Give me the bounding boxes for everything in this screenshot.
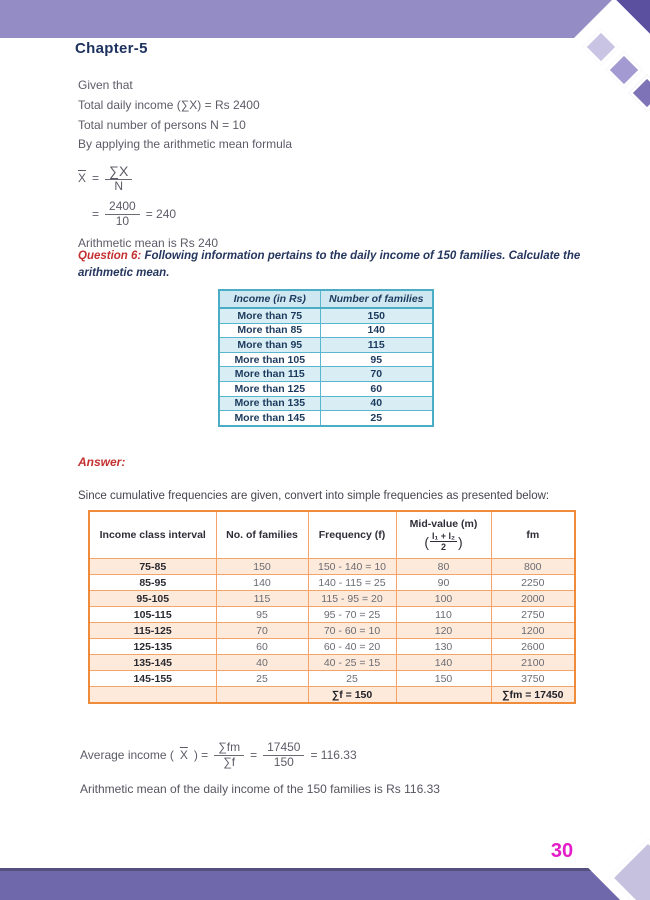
table-cell (89, 687, 216, 704)
table-header-row (89, 511, 575, 559)
table-cell: 60 (320, 381, 433, 396)
table-row (89, 591, 575, 607)
table-cell: 140 - 115 = 25 (308, 575, 396, 591)
table-row (89, 607, 575, 623)
table-row (219, 352, 433, 367)
chapter-title: Chapter-5 (75, 40, 148, 57)
table-row (219, 308, 433, 323)
conclusion-block (80, 736, 440, 800)
table-cell: More than 145 (219, 411, 320, 426)
table-row (89, 575, 575, 591)
fraction-2400-10: $\frac{2400}{10}$ (105, 200, 140, 229)
table-cell: 95-105 (89, 591, 216, 607)
table-cell: 3750 (491, 671, 575, 687)
top-decorative-band (0, 0, 612, 38)
given-line-1: Given that (78, 78, 133, 92)
table-cell: 25 (308, 671, 396, 687)
midvalue-title: Mid-value (m) (409, 517, 478, 530)
table-cell: 115 (216, 591, 308, 607)
table-cell: 150 - 140 = 10 (308, 559, 396, 575)
table-cell: 115 - 95 = 20 (308, 591, 396, 607)
table-cell (396, 687, 491, 704)
given-block (78, 76, 538, 255)
midvalue-formula (399, 531, 489, 553)
given-line-4: By applying the arithmetic mean formula (78, 137, 293, 151)
equals-sign: = (250, 748, 258, 762)
table-row (89, 623, 575, 639)
column-header-income: Income (in Rs) (219, 290, 320, 308)
xbar-symbol: $\overline{X}$ (179, 748, 188, 762)
table-cell: 115 (320, 338, 433, 353)
mean-statement: Arithmetic mean is Rs 240 (78, 236, 219, 250)
question-block (78, 248, 594, 281)
table-row (89, 671, 575, 687)
table-cell: 95 - 70 = 25 (308, 607, 396, 623)
table-row (219, 338, 433, 353)
given-line-3: Total number of persons N = 10 (78, 118, 246, 132)
mean-formula (78, 159, 538, 197)
income-table (218, 289, 434, 427)
final-statement: Arithmetic mean of the daily income of the 150 families is Rs 116.33 (80, 782, 440, 796)
table-cell: 40 (320, 396, 433, 411)
table-cell: More than 85 (219, 323, 320, 338)
table-cell: 140 (320, 323, 433, 338)
mean-calculation (92, 197, 538, 231)
table-cell: More than 125 (219, 381, 320, 396)
open-paren: ( (424, 533, 429, 550)
fraction-sigmafm-sigmaf: $\frac{\sum fm}{\sum f}$ (214, 741, 244, 770)
equals-sign: = (92, 171, 100, 185)
table-cell: 150 (396, 671, 491, 687)
xbar-symbol: $\overline{X}$ (78, 171, 87, 185)
table-cell: 40 - 25 = 15 (308, 655, 396, 671)
table-cell: 40 (216, 655, 308, 671)
table-cell: 25 (320, 411, 433, 426)
table-cell: 140 (216, 575, 308, 591)
table-cell: More than 115 (219, 367, 320, 382)
formula-close: ) = (193, 748, 209, 762)
table-cell: 2250 (491, 575, 575, 591)
table-cell: 60 (216, 639, 308, 655)
table-cell: 70 (216, 623, 308, 639)
table-row (219, 323, 433, 338)
table-cell: 70 (320, 367, 433, 382)
table-cell: 145-155 (89, 671, 216, 687)
column-header-fm: fm (491, 511, 575, 559)
equals-sign: = (92, 207, 100, 221)
given-line-2: Total daily income (∑X) = Rs 2400 (78, 98, 260, 112)
fraction-l1-l2: $\frac{\text{l₁ + l₂}}{2}$ (432, 530, 455, 552)
column-header-families: No. of families (216, 511, 308, 559)
fraction-sigmax-n: $\frac{\sum X}{N}$ (105, 163, 132, 194)
answer-label: Answer: (78, 455, 126, 469)
table-cell: 85-95 (89, 575, 216, 591)
column-header-interval: Income class interval (89, 511, 216, 559)
table-row (89, 655, 575, 671)
table-cell: More than 75 (219, 308, 320, 323)
table-cell: 100 (396, 591, 491, 607)
table-cell: 105-115 (89, 607, 216, 623)
table-cell: More than 95 (219, 338, 320, 353)
page-number: 30 (550, 840, 574, 862)
table-cell: 115-125 (89, 623, 216, 639)
table-cell: 80 (396, 559, 491, 575)
table-cell: 2750 (491, 607, 575, 623)
mean-result: = 240 (145, 207, 177, 221)
table-cell: 1200 (491, 623, 575, 639)
answer-intro: Since cumulative frequencies are given, convert into simple frequencies as presented below: (78, 490, 550, 502)
table-row (89, 639, 575, 655)
bottom-decorative-band (0, 868, 650, 900)
table-row (89, 559, 575, 575)
table-cell: 130 (396, 639, 491, 655)
table-cell: 140 (396, 655, 491, 671)
table-cell: 120 (396, 623, 491, 639)
table-cell: 125-135 (89, 639, 216, 655)
table-cell: 150 (216, 559, 308, 575)
average-income-formula (80, 736, 440, 774)
fraction-17450-150: $\frac{17450}{150}$ (263, 741, 304, 770)
table-header-row (219, 290, 433, 308)
table-cell: 2600 (491, 639, 575, 655)
column-header-frequency: Frequency (f) (308, 511, 396, 559)
table-cell: 95 (320, 352, 433, 367)
column-header-families: Number of families (320, 290, 433, 308)
question-label: Question 6: (78, 250, 142, 262)
table-cell: 2100 (491, 655, 575, 671)
table-cell: 800 (491, 559, 575, 575)
totals-row (89, 687, 575, 704)
table-cell: 95 (216, 607, 308, 623)
table-row (219, 411, 433, 426)
bottom-corner-diamond (608, 838, 650, 900)
table-cell: 150 (320, 308, 433, 323)
table-cell: 60 - 40 = 20 (308, 639, 396, 655)
table-cell: 75-85 (89, 559, 216, 575)
table-cell: 2000 (491, 591, 575, 607)
close-paren: ) (457, 533, 463, 550)
average-result: = 116.33 (310, 748, 357, 762)
table-row (219, 367, 433, 382)
table-cell: 135-145 (89, 655, 216, 671)
table-cell: More than 135 (219, 396, 320, 411)
table-row (219, 381, 433, 396)
table-row (219, 396, 433, 411)
table-cell: 90 (396, 575, 491, 591)
formula-prefix: Average income ( (80, 748, 174, 762)
table-cell: 110 (396, 607, 491, 623)
sum-fm: ∑fm = 17450 (491, 687, 575, 704)
frequency-table (88, 510, 576, 704)
sum-frequency: ∑f = 150 (308, 687, 396, 704)
column-header-midvalue (396, 511, 491, 559)
table-cell (216, 687, 308, 704)
table-cell: 25 (216, 671, 308, 687)
table-cell: 70 - 60 = 10 (308, 623, 396, 639)
table-cell: More than 105 (219, 352, 320, 367)
question-text: Following information pertains to the daily income of 150 families. Calculate the arithmetic mean. (78, 250, 581, 279)
